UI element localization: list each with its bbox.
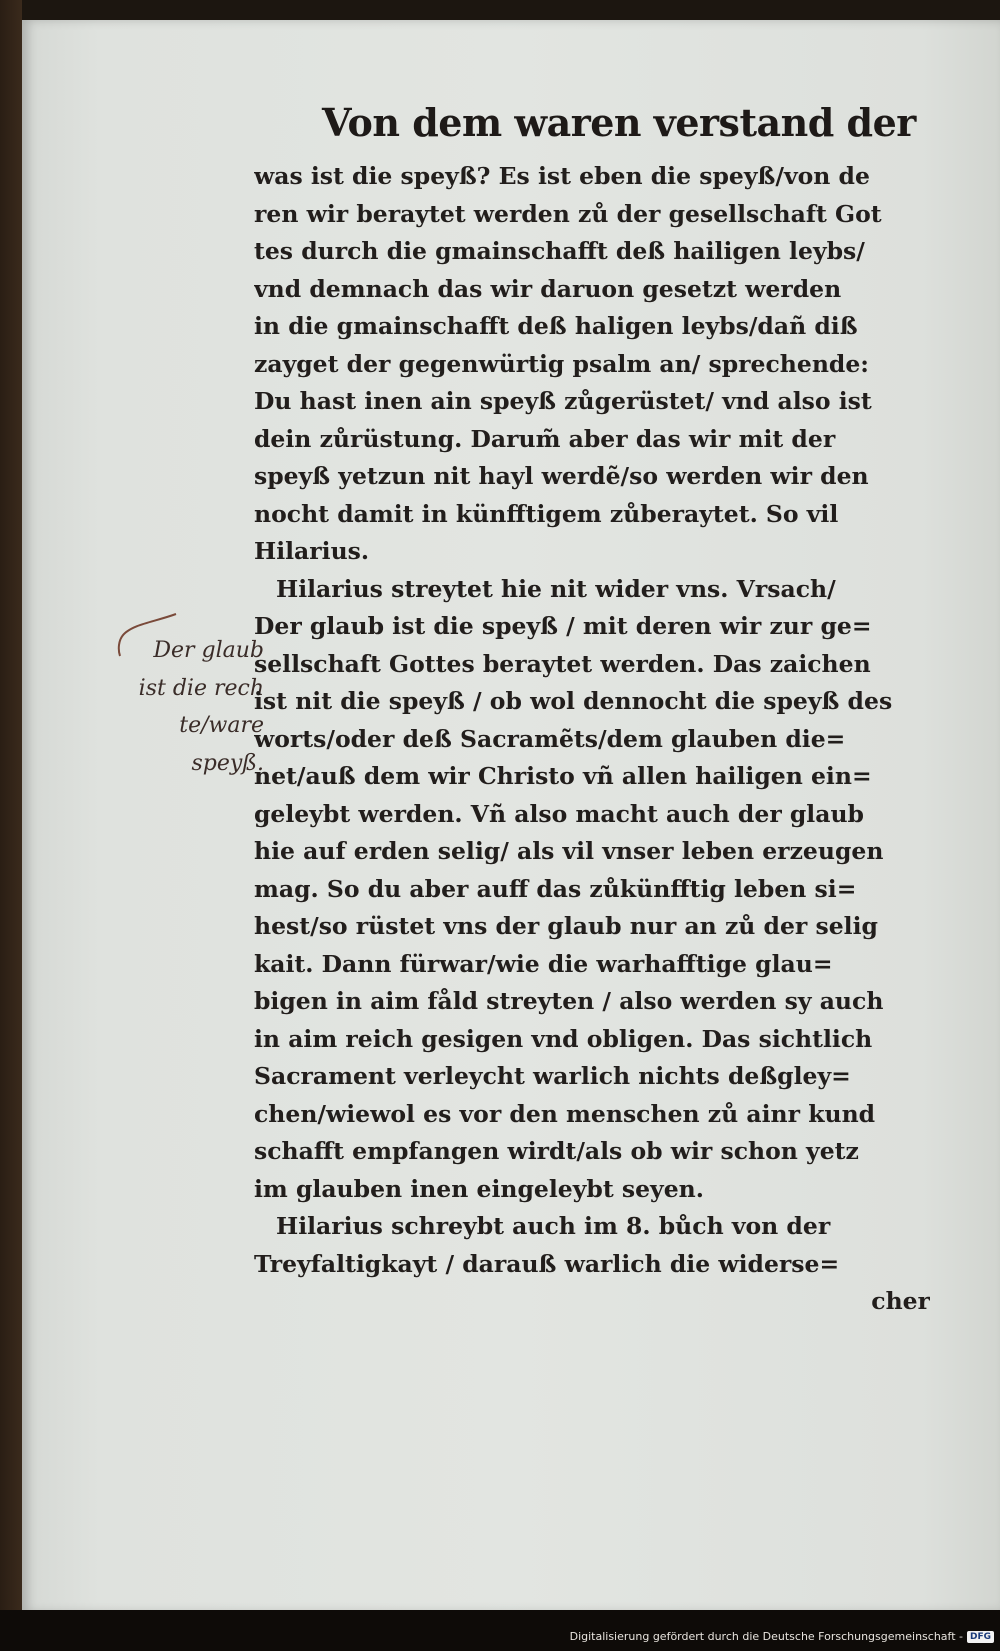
text-line: chen/wiewol es vor den menschen zů ainr kund	[254, 1099, 876, 1128]
running-head: Von dem waren verstand der	[322, 100, 916, 145]
marginal-note	[114, 632, 264, 782]
text-line: Treyfaltigkayt / darauß warlich die widerse=	[254, 1249, 840, 1278]
text-line: ren wir beraytet werden zů der gesellschaft Got	[254, 199, 882, 228]
body-text	[254, 158, 930, 1321]
text-line: dein zůrüstung. Darum̃ aber das wir mit der	[254, 424, 836, 453]
text-line: bigen in aim fåld streyten / also werden sy auch	[254, 987, 884, 1015]
text-line: Hilarius streytet hie nit wider vns. Vrsach/	[276, 574, 836, 603]
text-line: sellschaft Gottes beraytet werden. Das zaichen	[254, 649, 871, 678]
marginal-line: te/ware	[179, 713, 264, 738]
dfg-logo: DFG	[967, 1631, 994, 1643]
text-line: speyß yetzun nit hayl werdẽ/so werden wir den	[254, 462, 869, 490]
text-line: in aim reich gesigen vnd obligen. Das sichtlich	[254, 1024, 873, 1053]
text-line: Sacrament verleycht warlich nichts deßgley=	[254, 1062, 851, 1090]
text-line: schafft empfangen wirdt/als ob wir schon yetz	[254, 1137, 859, 1165]
text-line: nocht damit in künfftigem zůberaytet. So vil	[254, 499, 839, 528]
marginal-line: speyß.	[191, 750, 264, 776]
marginal-line: Der glaub	[153, 638, 264, 663]
text-line: net/auß dem wir Christo vñ allen hailigen ein=	[254, 762, 872, 790]
text-line: mag. So du aber auff das zůkünfftig leben si=	[254, 874, 857, 903]
text-line: Hilarius.	[254, 537, 370, 565]
text-line: was ist die speyß? Es ist eben die speyß/von de	[254, 162, 870, 190]
text-line: Hilarius schreybt auch im 8. bůch von der	[276, 1212, 831, 1240]
text-line: vnd demnach das wir daruon gesetzt werden	[254, 274, 842, 303]
digitization-credit	[570, 1630, 994, 1643]
text-line: in die gmainschafft deß haligen leybs/dañ diß	[254, 312, 858, 340]
text-line: zayget der gegenwürtig psalm an/ sprechende:	[254, 349, 869, 378]
text-line: im glauben inen eingeleybt seyen.	[254, 1174, 704, 1203]
text-line: ist nit die speyß / ob wol dennocht die speyß des	[254, 687, 893, 715]
book-page	[22, 20, 1000, 1612]
text-line: Du hast inen ain speyß zůgerüstet/ vnd also ist	[254, 387, 872, 415]
text-line: hie auf erden selig/ als vil vnser leben erzeugen	[254, 837, 884, 865]
catchword: cher	[871, 1287, 930, 1315]
text-line: worts/oder deß Sacramẽts/dem glauben die=	[254, 724, 846, 753]
text-line: tes durch die gmainschafft deß hailigen leybs/	[254, 237, 865, 265]
credit-text: Digitalisierung gefördert durch die Deutsche Forschungsgemeinschaft -	[569, 1630, 963, 1643]
text-line: hest/so rüstet vns der glaub nur an zů der selig	[254, 912, 878, 940]
text-line: geleybt werden. Vñ also macht auch der glaub	[254, 799, 864, 828]
text-line: kait. Dann fürwar/wie die warhafftige glau=	[254, 949, 833, 978]
marginal-line: ist die rech	[138, 675, 264, 701]
text-line: Der glaub ist die speyß / mit deren wir zur ge=	[254, 612, 872, 640]
scan-frame-left	[0, 0, 22, 1651]
